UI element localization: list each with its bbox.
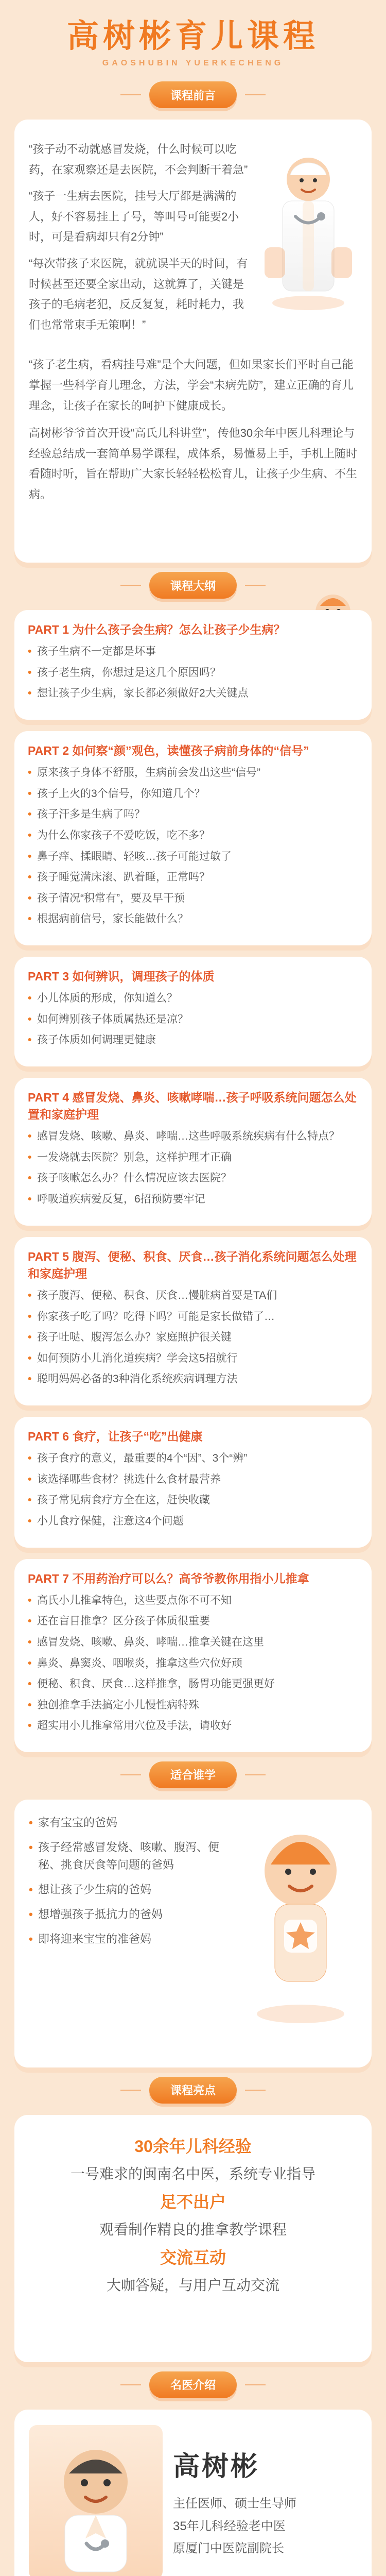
- intro-quote-3: “每次带孩子来医院，就就误半天的时间，有时候甚至还要全家出动，这就算了，关键是孩子的毛病老犯，反反复复，耗时耗力，我们也常常束手无策啊！”: [29, 257, 248, 331]
- outline-part-title-4: PART 4 感冒发烧、鼻炎、咳嗽哮喘…孩子呼吸系统问题怎么处置和家庭护理: [28, 1090, 357, 1122]
- section-fit: [14, 1761, 372, 1788]
- outline-item: • 便秘、积食、厌食…这样推拿，肠胃功能更强更好: [28, 1676, 358, 1693]
- highlight-line-2: 一号难求的闽南名中医，系统专业指导: [70, 2165, 315, 2182]
- section-badge-fit: 适合谁学: [149, 1761, 237, 1788]
- outline-part-list-7: [28, 1592, 358, 1735]
- teacher-role-2: 35年儿科经验老中医: [173, 2519, 286, 2533]
- outline-part-title-3: PART 3 如何辨识，调理孩子的体质: [28, 969, 215, 983]
- section-teacher: [14, 2371, 372, 2398]
- highlight-line-1: 30余年儿科经验: [134, 2137, 252, 2156]
- highlight-line-4: 观看制作精良的推拿教学课程: [99, 2221, 287, 2238]
- doctor-illustration-svg: [259, 139, 357, 314]
- outline-part-3: [14, 957, 372, 1066]
- outline-part-6: [14, 1417, 372, 1548]
- outline-part-list-5: [28, 1287, 358, 1388]
- outline-item: • 如何辨别孩子体质属热还是凉？: [28, 1011, 358, 1028]
- fit-card: [14, 1800, 372, 2067]
- section-badge-intro: 课程前言: [149, 81, 237, 108]
- intro-top: [29, 139, 357, 341]
- outline-part-title-5: PART 5 腹泻、便秘、积食、厌食…孩子消化系统问题怎么处理和家庭护理: [28, 1249, 357, 1280]
- highlight-line-6: 大咖答疑，与用户互动交流: [106, 2277, 279, 2293]
- outline-item: • 孩子吐哒、腹泻怎么办？家庭照护很关键: [28, 1329, 358, 1346]
- outline-item: • 感冒发烧、咳嗽、鼻炎、哮喘…这些呼吸系统疾病有什么特点？: [28, 1128, 358, 1145]
- outline-item: • 孩子咳嗽怎么办？什么情况应该去医院？: [28, 1170, 358, 1187]
- section-intro: [14, 81, 372, 108]
- teacher-name: 高树彬: [173, 2452, 260, 2482]
- teacher-top: [29, 2425, 357, 2576]
- intro-bottom-1: “孩子老生病，看病挂号难”是个大问题，但如果家长们平时自己能掌握一些科学育儿理念，方法，学会“未病先防”，建立正确的育儿理念，让孩子在家长的呵护下健康成长。: [29, 358, 354, 412]
- outline-item: • 你家孩子吃了吗？吃得下吗？可能是家长做错了…: [28, 1309, 358, 1326]
- intro-card: [14, 120, 372, 563]
- outline-part-title-1: PART 1 为什么孩子会生病？怎么让孩子少生病？: [28, 623, 286, 636]
- outline-item: • 孩子常见病食疗方全在这，赶快收藏: [28, 1492, 358, 1509]
- teacher-photo: [29, 2425, 163, 2576]
- fit-illustration: [244, 1814, 357, 2030]
- outline-item: • 高氏小儿推拿特色，这些要点你不可不知: [28, 1592, 358, 1609]
- fit-list: [29, 1814, 239, 1956]
- section-badge-outline: 课程大纲: [149, 572, 237, 599]
- doctor-illustration: [259, 139, 357, 314]
- outline-part-list-1: [28, 643, 358, 702]
- fit-item: • 想增强孩子抵抗力的爸妈: [29, 1906, 239, 1923]
- outline-part-1: [14, 610, 372, 720]
- fit-illustration-svg: [244, 1814, 357, 2030]
- outline-item: • 原来孩子身体不舒服，生病前会发出这些“信号”: [28, 765, 358, 782]
- outline-item: • 该选择哪些食材？挑选什么食材最营养: [28, 1471, 358, 1488]
- outline-item: • 还在盲目推拿？区分孩子体质很重要: [28, 1613, 358, 1630]
- highlights-card: [14, 2115, 372, 2362]
- fit-item: • 家有宝宝的爸妈: [29, 1814, 239, 1832]
- intro-quote-2: “孩子一生病去医院，挂号大厅都是满满的人，好不容易挂上了号，等叫号可能要2小时，可是看病却只有2分钟”: [29, 190, 239, 244]
- outline-item: • 鼻炎、鼻窦炎、咽喉炎，推拿这些穴位好顽: [28, 1655, 358, 1672]
- outline-part-5: [14, 1237, 372, 1405]
- outline-item: • 孩子睡觉满床滚、趴着睡，正常吗？: [28, 869, 358, 886]
- teacher-role-3: 原厦门中医院副院长: [173, 2541, 284, 2555]
- section-highlights: [14, 2077, 372, 2104]
- outline-part-list-6: [28, 1450, 358, 1530]
- teacher-role-1: 主任医师、硕士生导师: [173, 2497, 296, 2511]
- outline-item: • 孩子汗多是生病了吗？: [28, 806, 358, 823]
- outline-item: • 孩子食疗的意义，最重要的4个“因”、3个“辨”: [28, 1450, 358, 1467]
- outline-item: • 如何预防小儿消化道疾病？学会这5招就行: [28, 1350, 358, 1367]
- outline-item: • 独创推拿手法搞定小儿慢性病特殊: [28, 1697, 358, 1714]
- section-badge-highlights: 课程亮点: [149, 2077, 237, 2104]
- fit-item: • 孩子经常感冒发烧、咳嗽、腹泻、便秘、挑食厌食等问题的爸妈: [29, 1839, 239, 1874]
- brand-subtitle: GAOSHUBIN YUERKECHENG: [102, 59, 284, 67]
- outline-item: • 小儿食疗保健，注意这4个问题: [28, 1513, 358, 1530]
- outline-item: • 孩子老生病，你想过是这几个原因吗？: [28, 665, 358, 682]
- fit-item: • 想让孩子少生病的爸妈: [29, 1881, 239, 1899]
- highlight-line-5: 交流互动: [160, 2248, 226, 2267]
- outline-item: • 鼻子痒、揉眼睛、轻咳…孩子可能过敏了: [28, 849, 358, 866]
- highlight-line-3: 足不出户: [160, 2192, 226, 2211]
- outline-item: • 孩子腹泻、便秘、积食、厌食…慢脏病首要是TA们: [28, 1287, 358, 1304]
- outline-part-title-6: PART 6 食疗，让孩子“吃”出健康: [28, 1429, 203, 1443]
- outline-item: • 感冒发烧、咳嗽、鼻炎、哮喘…推拿关键在这里: [28, 1634, 358, 1651]
- intro-quote-1: “孩子动不动就感冒发烧，什么时候可以吃药，在家观察还是去医院，不会判断干着急”: [29, 143, 248, 176]
- outline-item: • 为什么你家孩子不爱吃饭，吃不多？: [28, 827, 358, 844]
- outline-item: • 孩子情况“积常有”，要及早干预: [28, 890, 358, 907]
- outline-part-list-3: [28, 990, 358, 1049]
- outline-item: • 呼吸道疾病爱反复，6招预防要牢记: [28, 1191, 358, 1208]
- outline-item: • 聪明妈妈必备的3种消化系统疾病调理方法: [28, 1371, 358, 1388]
- teacher-card: [14, 2410, 372, 2576]
- outline-item: • 根据病前信号，家长能做什么？: [28, 911, 358, 928]
- brand-title: 高树彬育儿课程: [66, 19, 319, 54]
- outline-item: • 小儿体质的形成，你知道么？: [28, 990, 358, 1007]
- outline-item: • 想让孩子少生病，家长都必须做好2大关键点: [28, 685, 358, 702]
- intro-bottom-2: 高树彬爷爷首次开设“高氏儿科讲堂”，传他30余年中医儿科理论与经验总结成一套简单易学课程，成体系，易懂易上手，手机上随时看随时听，旨在帮助广大家长轻轻松松育儿，让孩子少生病、不生病。: [29, 427, 358, 501]
- outline-item: • 孩子体质如何调理更健康: [28, 1032, 358, 1049]
- outline-part-list-2: [28, 765, 358, 927]
- outline-part-list-4: [28, 1128, 358, 1208]
- teacher-photo-svg: [29, 2425, 163, 2576]
- brand-header: [14, 0, 372, 72]
- fit-item: • 即将迎来宝宝的准爸妈: [29, 1930, 239, 1948]
- outline-container: [14, 610, 372, 1752]
- intro-bottom: [29, 354, 357, 504]
- outline-item: • 一发烧就去医院？别急，这样护理才正确: [28, 1149, 358, 1166]
- section-badge-teacher: 名医介绍: [149, 2371, 237, 2398]
- outline-part-title-7: PART 7 不用药治疗可以么？高爷爷教你用指小儿推拿: [28, 1571, 309, 1585]
- outline-part-4: [14, 1078, 372, 1226]
- teacher-info: [173, 2445, 357, 2560]
- intro-quotes: [29, 139, 250, 341]
- outline-item: • 超实用小儿推拿常用穴位及手法，请收好: [28, 1718, 358, 1735]
- outline-part-title-2: PART 2 如何察“颜”观色，读懂孩子病前身体的“信号”: [28, 743, 309, 757]
- outline-item: • 孩子生病不一定都是坏事: [28, 643, 358, 660]
- outline-part-7: [14, 1559, 372, 1752]
- outline-item: • 孩子上火的3个信号，你知道几个？: [28, 786, 358, 803]
- outline-part-2: [14, 731, 372, 945]
